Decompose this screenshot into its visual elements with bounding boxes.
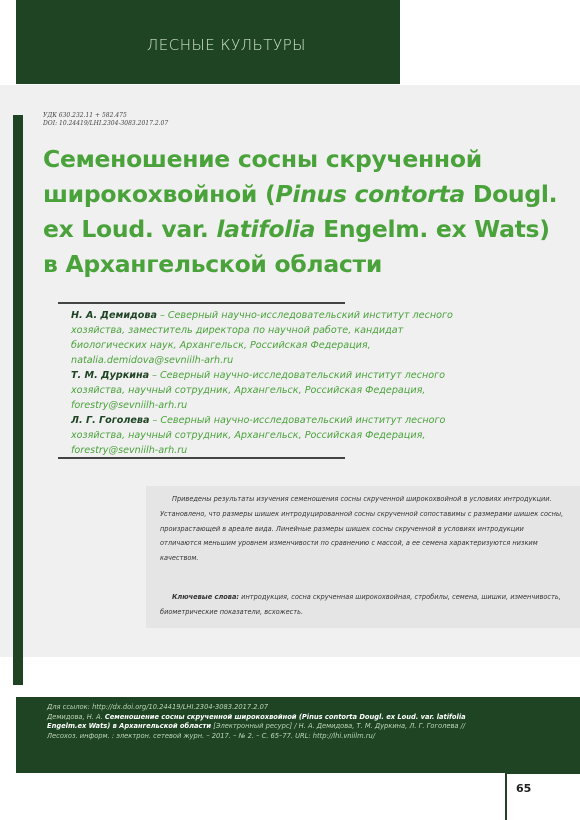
author-info: – Северный научно-исследовательский институт лесного хозяйства, научный сотрудник, Архангельск, Российская Федерация, forestry@sevniilh-arh.ru — [71, 415, 446, 456]
author-info: – Северный научно-исследовательский институт лесного хозяйства, заместитель директора по научной работе, кандидат биологических наук, Архангельск, Российская Федерация, natalia.demidova@sevniilh-arh.ru — [71, 310, 453, 366]
page-number: 65 — [516, 782, 532, 795]
title-line-2c: Dougl. — [464, 180, 558, 208]
title-line-2b: Pinus contorta — [275, 180, 465, 208]
title-line-3c: Engelm. ex Wats) — [315, 215, 550, 243]
abstract-text: Приведены результаты изучения семеношения сосны скрученной широкохвойной в условиях интродукции. Установлено, что размеры шишек интродуцированной сосны скрученной сопоставимы с размерами шишек сосны, произрастающей в ареале вида. Линейные размеры шишек сосны скрученной в условиях интродукции отличаются меньшим уровнем изменчивости по сравнению с массой, а ее семена характеризуются низким качеством. — [160, 495, 564, 563]
author-item — [71, 368, 471, 413]
udk: УДК 630.232.11 + 582.475 — [43, 112, 127, 119]
author-name: Л. Г. Гоголева — [71, 415, 150, 426]
citation-reference — [47, 713, 477, 742]
title-line-4: в Архангельской области — [43, 250, 383, 278]
keywords-text: интродукция, сосна скрученная широкохвойная, стробилы, семена, шишки, изменчивость, биометрические показатели, всхожесть. — [160, 593, 561, 616]
author-name: Н. А. Демидова — [71, 310, 157, 321]
author-info: – Северный научно-исследовательский институт лесного хозяйства, научный сотрудник, Архангельск, Российская Федерация, forestry@sevniilh-arh.ru — [71, 370, 446, 411]
authors-top-rule — [58, 302, 345, 304]
section-title: ЛЕСНЫЕ КУЛЬТУРЫ — [147, 36, 306, 54]
keywords-label: Ключевые слова: — [172, 593, 240, 601]
article-meta — [43, 112, 168, 128]
article-title — [43, 142, 563, 282]
citation-text — [47, 703, 477, 741]
citation-link[interactable]: Для ссылок: http://dx.doi.org/10.24419/LHI.2304-3083.2017.2.07 — [47, 703, 269, 711]
page-marker-horizontal — [505, 773, 580, 774]
keywords — [160, 590, 565, 620]
authors-bottom-rule — [58, 457, 345, 459]
doi: DOI: 10.24419/LHI.2304-3083.2017.2.07 — [43, 120, 169, 127]
title-line-2a: широкохвойной ( — [43, 180, 276, 208]
author-item — [71, 413, 471, 458]
authors-block — [71, 308, 471, 458]
title-line-3a: ex Loud. var. — [43, 215, 217, 243]
page-marker-vertical — [505, 751, 507, 820]
author-name: Т. М. Дуркина — [71, 370, 150, 381]
citation-suffix: [Электронный ресурс] / Н. А. Демидова, Т. М. Дуркина, Л. Г. Гоголева // Лесохоз. информ. : электрон. сетевой журн. – 2017. – № 2. – С. 65–77. URL: http://lhi.vniilm.ru/ — [47, 722, 466, 740]
citation-prefix: Демидова, Н. А. — [47, 712, 105, 721]
title-line-1: Семеношение сосны скрученной — [43, 145, 482, 173]
title-line-3b: latifolia — [216, 215, 316, 243]
citation-title: Семеношение сосны скрученной широкохвойной (Pinus contorta Dougl. ex Loud. var. latifolia Engelm.ex Wats) в Архангельской области — [47, 712, 466, 731]
author-item — [71, 308, 471, 368]
accent-bar — [13, 115, 23, 685]
